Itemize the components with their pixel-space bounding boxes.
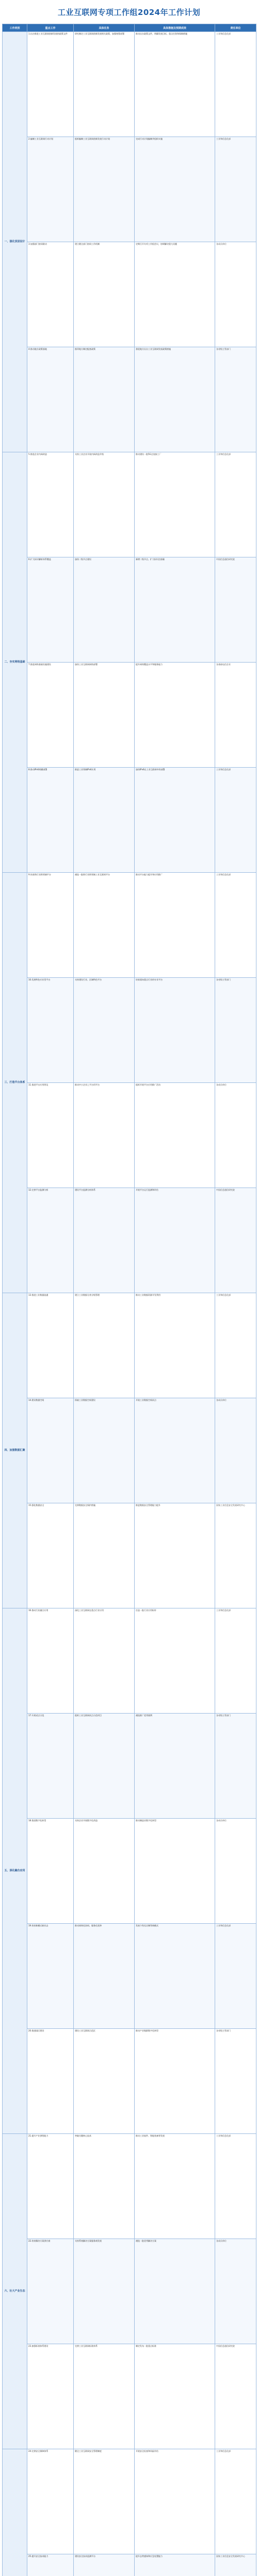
key-work-cell: 3.加强部门协同联动	[27, 242, 74, 347]
measures-cell: 推动工业软件、智能装备等发展	[135, 2134, 215, 2239]
table-header-row	[3, 24, 256, 32]
table-row	[3, 2344, 256, 2449]
unit-cell: 各成员单位	[215, 242, 256, 347]
header-key-work: 重点工作	[27, 24, 74, 32]
unit-cell: 各成员单位	[215, 1398, 256, 1503]
measures-cell: 定期召开专项工作组会议，协调解决重大问题	[135, 242, 215, 347]
table-body	[3, 32, 256, 2576]
key-work-cell: 17.开展试点示范	[27, 1714, 74, 1819]
table-row	[3, 32, 256, 137]
task-cell: 完善工业互联网标准体系	[74, 2344, 135, 2449]
task-cell: 组织编制工业互联网创新发展行动计划	[74, 137, 135, 242]
key-work-cell: 13.推进工业数据流通	[27, 1293, 74, 1398]
measures-cell: 推动建设一批5G全连接工厂	[135, 452, 215, 557]
table-row	[3, 873, 256, 978]
measures-cell: 督促地方出台工业互联网发展政策措施	[135, 347, 215, 452]
measures-cell: 推进数据安全管理能力提升	[135, 1503, 215, 1608]
task-cell: 健全工业互联网安全管理制度	[74, 2449, 135, 2554]
unit-cell: 各基础电信企业	[215, 663, 256, 768]
key-work-cell: 12.完善平台监测分析	[27, 1188, 74, 1293]
measures-cell: 开展安全检查和风险评估	[135, 2449, 215, 2554]
measures-cell: 推动制造业数字化转型	[135, 1819, 215, 1924]
unit-cell: 中国信息通信研究院	[215, 1188, 256, 1293]
unit-cell: 各省级主管部门	[215, 1714, 256, 1819]
plan-table	[2, 24, 256, 2576]
task-cell: 建设工业互联网示范区	[74, 2029, 135, 2134]
task-cell: 建设安全技术监测平台	[74, 2554, 135, 2576]
key-work-cell: 11.推进平台应用普及	[27, 1083, 74, 1188]
unit-cell: 中国信息通信研究院	[215, 2344, 256, 2449]
key-work-cell: 24.完善安全保障体系	[27, 2449, 74, 2554]
key-work-cell: 18.推进数字化转型	[27, 1819, 74, 1924]
key-work-cell: 7.推进网络基础设施建设	[27, 663, 74, 768]
measures-cell: 提升态势感知和应急处置能力	[135, 2554, 215, 2576]
unit-cell: 工业和信息化部	[215, 32, 256, 137]
key-work-cell: 20.推进园区建设	[27, 2029, 74, 2134]
task-cell: 组织工业互联网试点示范项目	[74, 1714, 135, 1819]
unit-cell: 工业和信息化部	[215, 1293, 256, 1398]
measures-cell: 开展平台运行监测和评估	[135, 1188, 215, 1293]
table-row	[3, 137, 256, 242]
table-row	[3, 557, 256, 663]
measures-cell: 完成行动计划编制并组织实施	[135, 137, 215, 242]
unit-cell: 工业和信息化部	[215, 452, 256, 557]
key-work-cell: 9.培育跨行业跨领域平台	[27, 873, 74, 978]
table-row	[3, 347, 256, 452]
key-work-cell: 5.推进企业内网改造	[27, 452, 74, 557]
category-cell: 三、打造平台体系	[3, 873, 27, 1293]
category-cell: 四、加强数据汇聚	[3, 1293, 27, 1608]
table-row	[3, 663, 256, 768]
unit-cell: 工业和信息化部	[215, 1608, 256, 1714]
task-cell: 推动中小企业上平台用平台	[74, 1083, 135, 1188]
table-row	[3, 1188, 256, 1293]
task-cell: 建立健全部门协同工作机制	[74, 242, 135, 347]
unit-cell: 工业和信息化部	[215, 873, 256, 978]
measures-cell: 推动产业集群数字化转型	[135, 2029, 215, 2134]
unit-cell: 国家工业信息安全发展研究中心	[215, 1503, 256, 1608]
key-work-cell: 16.推动行业融合应用	[27, 1608, 74, 1714]
table-row	[3, 2449, 256, 2554]
key-work-cell: 21.提升产业供给能力	[27, 2134, 74, 2239]
table-row	[3, 1503, 256, 1608]
measures-cell: 打造一批行业应用标杆	[135, 1608, 215, 1714]
table-row	[3, 1398, 256, 1503]
category-cell: 一、强化顶层设计	[3, 32, 27, 452]
unit-cell: 工业和信息化部	[215, 1924, 256, 2029]
key-work-cell: 22.培育解决方案供应商	[27, 2239, 74, 2344]
measures-cell: 组织开展平台应用推广活动	[135, 1083, 215, 1188]
key-work-cell: 10.发展特色专业型平台	[27, 978, 74, 1083]
task-cell: 探索工业数据空间建设	[74, 1398, 135, 1503]
table-row	[3, 978, 256, 1083]
header-measures: 具体措施及预期成效	[135, 24, 215, 32]
table-row	[3, 1608, 256, 1714]
task-cell: 支持企业开展数字化改造	[74, 1819, 135, 1924]
measures-cell: 加快IPv6在工业互联网中的部署	[135, 768, 215, 873]
measures-cell: 推动工业数据资源开发利用	[135, 1293, 215, 1398]
key-work-cell: 19.培育新模式新业态	[27, 1924, 74, 2029]
unit-cell: 各成员单位	[215, 1819, 256, 1924]
key-work-cell: 14.建设数据空间	[27, 1398, 74, 1503]
category-cell	[3, 2449, 27, 2576]
category-cell: 二、夯实网络基础	[3, 452, 27, 873]
key-work-cell: 15.强化数据安全	[27, 1503, 74, 1608]
table-row	[3, 1293, 256, 1398]
unit-cell: 各省级主管部门	[215, 978, 256, 1083]
key-work-cell: 6.扩大标识解析体系覆盖	[27, 557, 74, 663]
task-cell: 推动网络化协同、服务化延伸	[74, 1924, 135, 2029]
task-cell: 加快二级节点建设	[74, 557, 135, 663]
task-cell: 支持建设行业、区域特色平台	[74, 978, 135, 1083]
table-row	[3, 768, 256, 873]
task-cell: 深化工业互联网在重点行业应用	[74, 1608, 135, 1714]
key-work-cell: 8.推动IPv6规模部署	[27, 768, 74, 873]
unit-cell: 工业和信息化部	[215, 137, 256, 242]
task-cell: 支持工业企业开展内网改造升级	[74, 452, 135, 557]
page-title: 工业互联网专项工作组2024年工作计划	[57, 7, 201, 17]
unit-cell: 各省级主管部门	[215, 347, 256, 452]
key-work-cell: 2.编制工业互联网行动计划	[27, 137, 74, 242]
unit-cell: 国家工业信息安全发展研究中心	[215, 2554, 256, 2576]
table-row	[3, 1714, 256, 1819]
header-unit: 责任单位	[215, 24, 256, 32]
table-row	[3, 452, 256, 557]
key-work-cell: 23.加强标准体系建设	[27, 2344, 74, 2449]
task-cell: 加快工业互联网网络部署	[74, 663, 135, 768]
measures-cell: 推动出台政策文件，明确发展目标、重点任务和保障措施	[135, 32, 215, 137]
category-cell: 六、壮大产业生态	[3, 2134, 27, 2449]
task-cell: 遴选一批跨行业跨领域工业互联网平台	[74, 873, 135, 978]
unit-cell: 各成员单位	[215, 2239, 256, 2344]
task-cell: 建立工业数据分类分级管理	[74, 1293, 135, 1398]
measures-cell: 开展工业数据空间试点	[135, 1398, 215, 1503]
table-row	[3, 2554, 256, 2576]
key-work-cell: 4.推动地方政策落地	[27, 347, 74, 452]
table-row	[3, 2029, 256, 2134]
measures-cell: 遴选一批优秀解决方案	[135, 2239, 215, 2344]
table-row	[3, 1083, 256, 1188]
task-cell: 指导地方制定配套政策	[74, 347, 135, 452]
header-category: 工作类别	[3, 24, 27, 32]
task-cell: 推进工业领域IPv6应用	[74, 768, 135, 873]
measures-cell: 制定发布一批重点标准	[135, 2344, 215, 2449]
unit-cell: 中国信息通信研究院	[215, 557, 256, 663]
measures-cell: 推动平台能力提升和应用推广	[135, 873, 215, 978]
category-cell: 五、深化融合应用	[3, 1608, 27, 2134]
unit-cell: 各省级主管部门	[215, 2029, 256, 2134]
task-cell: 完善数据安全保护措施	[74, 1503, 135, 1608]
header-task: 具体任务	[74, 24, 135, 32]
task-cell: 研究制定工业互联网创新发展相关政策，加强统筹部署	[74, 32, 135, 137]
title-bar	[0, 0, 258, 24]
task-cell: 建设平台监测分析体系	[74, 1188, 135, 1293]
measures-cell: 新增二级节点，扩大标识注册量	[135, 557, 215, 663]
table-row	[3, 242, 256, 347]
table-row	[3, 1924, 256, 2029]
unit-cell: 各成员单位	[215, 1083, 256, 1188]
unit-cell: 工业和信息化部	[215, 768, 256, 873]
task-cell: 支持系统解决方案服务商发展	[74, 2239, 135, 2344]
plan-table-wrap	[2, 24, 256, 2576]
table-row	[3, 2239, 256, 2344]
table-row	[3, 2134, 256, 2239]
table-row	[3, 1819, 256, 1924]
measures-cell: 发展个性化定制等新模式	[135, 1924, 215, 2029]
key-work-cell: 1.出台推进工业互联网创新发展的政策文件	[27, 32, 74, 137]
measures-cell: 培育面向重点行业的专业平台	[135, 978, 215, 1083]
unit-cell: 工业和信息化部	[215, 2449, 256, 2554]
measures-cell: 遴选推广优秀案例	[135, 1714, 215, 1819]
measures-cell: 提升网络覆盖水平和服务能力	[135, 663, 215, 768]
unit-cell: 工业和信息化部	[215, 2134, 256, 2239]
key-work-cell: 25.提升安全技术能力	[27, 2554, 74, 2576]
task-cell: 突破关键核心技术	[74, 2134, 135, 2239]
